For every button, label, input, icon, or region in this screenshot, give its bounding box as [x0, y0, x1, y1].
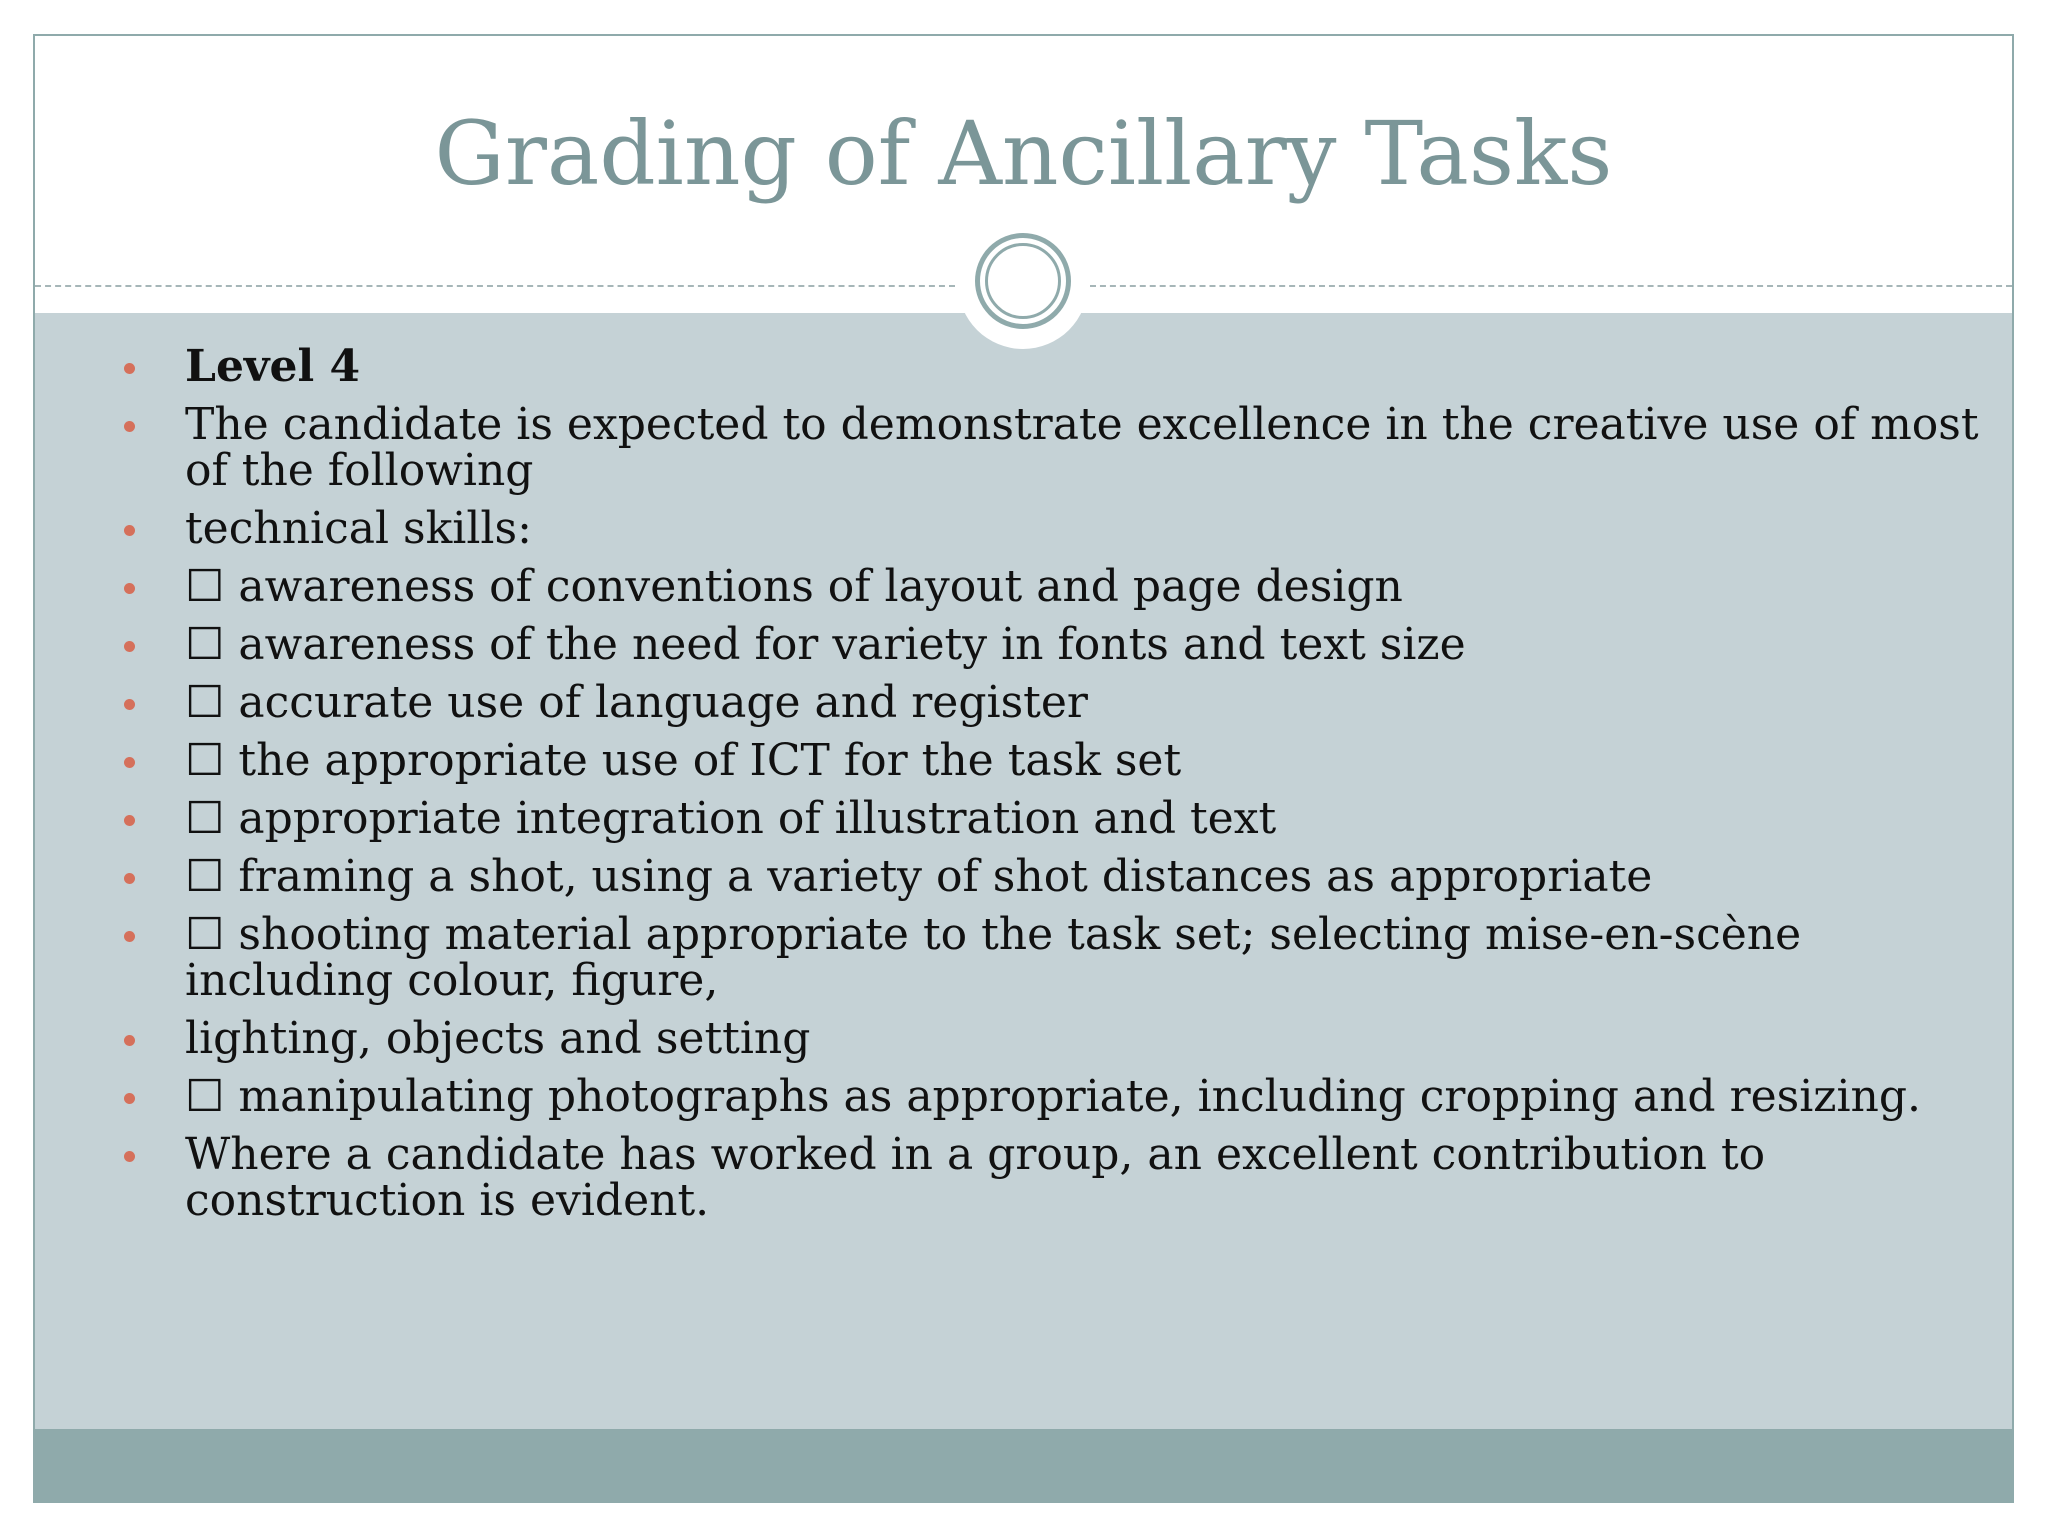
list-item — [153, 1071, 1993, 1122]
bullet-dot-icon — [124, 641, 135, 652]
title-divider-right — [1090, 285, 2012, 287]
list-item-text: ☐ shooting material appropriate to the task set; selecting mise-en-scène including colour, figure, — [185, 909, 1802, 1006]
list-item — [153, 677, 1993, 728]
list-item — [153, 503, 1993, 554]
bullet-dot-icon — [124, 1093, 135, 1104]
list-item — [153, 399, 1993, 496]
bullet-dot-icon — [124, 1035, 135, 1046]
bullet-list — [153, 341, 1993, 1236]
list-item — [153, 561, 1993, 612]
list-item — [153, 793, 1993, 844]
list-item-text: ☐ awareness of conventions of layout and page design — [185, 561, 1403, 612]
bullet-dot-icon — [124, 525, 135, 536]
list-item-text: Level 4 — [185, 341, 361, 392]
list-item-text: ☐ framing a shot, using a variety of shot distances as appropriate — [185, 851, 1653, 902]
footer-band — [35, 1429, 2012, 1503]
list-item — [153, 735, 1993, 786]
list-item — [153, 909, 1993, 1006]
title-divider-left — [35, 285, 955, 287]
bullet-dot-icon — [124, 699, 135, 710]
list-item-text: ☐ appropriate integration of illustration and text — [185, 793, 1277, 844]
bullet-dot-icon — [124, 757, 135, 768]
slide — [33, 34, 2014, 1503]
list-item — [153, 1013, 1993, 1064]
list-item-text: ☐ accurate use of language and register — [185, 677, 1088, 728]
bullet-dot-icon — [124, 815, 135, 826]
list-item — [153, 619, 1993, 670]
list-item — [153, 1129, 1993, 1226]
list-item — [153, 851, 1993, 902]
list-item-text: ☐ the appropriate use of ICT for the task set — [185, 735, 1182, 786]
slide-title: Grading of Ancillary Tasks — [434, 102, 1613, 205]
list-item-text: technical skills: — [185, 503, 532, 554]
bullet-dot-icon — [124, 931, 135, 942]
circle-ornament-inner-ring — [985, 243, 1061, 319]
bullet-dot-icon — [124, 363, 135, 374]
bullet-dot-icon — [124, 583, 135, 594]
list-item-text: Where a candidate has worked in a group, an excellent contribution to construction is evident. — [185, 1129, 1766, 1226]
bullet-dot-icon — [124, 873, 135, 884]
bullet-dot-icon — [124, 1151, 135, 1162]
list-item-text: ☐ manipulating photographs as appropriate, including cropping and resizing. — [185, 1071, 1922, 1122]
bullet-dot-icon — [124, 421, 135, 432]
list-item-text: The candidate is expected to demonstrate excellence in the creative use of most of the following — [185, 399, 1979, 496]
list-item-text: lighting, objects and setting — [185, 1013, 811, 1064]
list-item-text: ☐ awareness of the need for variety in fonts and text size — [185, 619, 1466, 670]
list-item — [153, 341, 1993, 392]
